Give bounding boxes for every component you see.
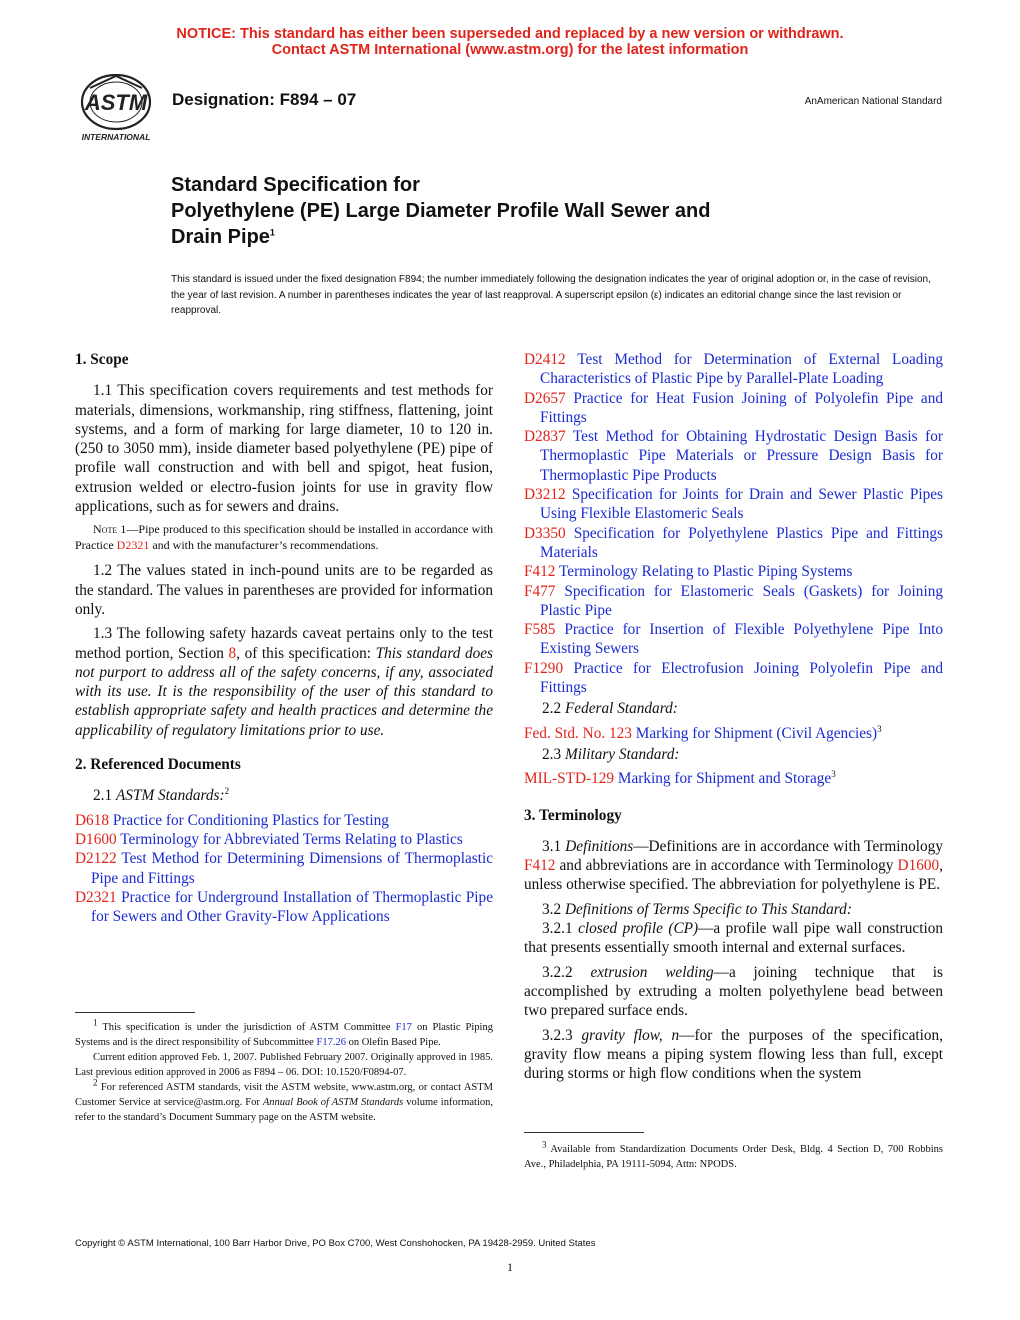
- right-column: [524, 350, 943, 1088]
- note-1: Note 1—Pipe produced to this specification should be installed in accordance with Practice D2321 and with the manufacturer’s recommendations.: [75, 522, 493, 553]
- reference-title: Test Method for Obtaining Hydrostatic Design Basis for Thermoplastic Pipe Materials or Pressure Design Basis for Thermoplastic Pipe Products: [540, 428, 943, 484]
- ref-link-d2321[interactable]: D2321: [116, 538, 150, 553]
- safety-caveat: This standard does not purport to address all of the safety concerns, if any, associated with its use. It is the responsibility of the user of this standard to establish appropriate safety and health practices and determine the applicability of regulatory limitations prior to use.: [75, 644, 493, 739]
- paragraph-3-2-1: 3.2.1 closed profile (CP)—a profile wall pipe wall construction that presents essentially smooth internal and external surfaces.: [524, 920, 944, 957]
- reference-code: D2122: [75, 850, 117, 868]
- reference-entry[interactable]: [524, 562, 943, 581]
- reference-code: F1290: [524, 659, 564, 677]
- reference-title: Marking for Shipment and Storage: [617, 770, 832, 788]
- notice-line-1: NOTICE: This standard has either been superseded and replaced by a new version or withdrawn.: [176, 26, 844, 42]
- footnote-divider-right: [524, 1132, 644, 1133]
- title-line-2: Polyethylene (PE) Large Diameter Profile Wall Sewer and: [171, 200, 711, 222]
- reference-code: F477: [524, 582, 556, 600]
- paragraph-3-1: 3.1 Definitions—Definitions are in accordance with Terminology F412 and abbreviations are in accordance with Terminology D1600, unless otherwise specified. The abbreviation for polyethylene is PE.: [524, 837, 943, 894]
- reference-entry[interactable]: [75, 830, 493, 849]
- paragraph-1-3: 1.3 The following safety hazards caveat pertains only to the test method portion, Section 8, of this specification: This standard does not purport to address all of the safety concerns, if any, associated with its use. It is the responsibility of the user of this standard to establish appropriate safety and health practices and determine the applicability of regulatory limitations prior to use.: [75, 625, 493, 739]
- section-8-link[interactable]: 8: [228, 644, 237, 662]
- section-heading-scope: 1. Scope: [75, 351, 129, 368]
- issued-note: This standard is issued under the fixed designation F894; the number immediately following the designation indicates the year of original adoption or, in the case of revision, the year of last revision. A number in parentheses indicates the year of last reapproval. A superscript epsilon (ε) indicates an editorial change since the last revision or reapproval.: [171, 274, 931, 316]
- astm-standards-label: 2.1 ASTM Standards:$^2$: [93, 786, 230, 805]
- committee-f17-link[interactable]: F17: [395, 1022, 412, 1033]
- reference-code: D1600: [75, 830, 117, 848]
- title-line-3: Drain Pipe: [171, 226, 270, 248]
- right-reference-list: [524, 350, 943, 697]
- title-footnote-mark: 1: [269, 227, 275, 238]
- footnote-1: $^1$ This specification is under the jurisdiction of ASTM Committee F17 on Plastic Piping Systems and is the direct responsibility of Subcommittee F17.26 on Olefin Based Pipe.: [75, 1017, 493, 1048]
- reference-code: F585: [524, 621, 556, 639]
- paragraph-3-2-3: 3.2.3 gravity flow, n—for the purposes of the specification, gravity flow means a piping system flowing less than full, except during storms or high flow conditions when the system: [524, 1026, 944, 1083]
- reference-title: Terminology Relating to Plastic Piping Systems: [559, 563, 853, 581]
- paragraph-1-2: 1.2 The values stated in inch-pound units are to be regarded as the standard. The values in parentheses are provided for information only.: [75, 562, 493, 618]
- logo-letters: ASTM: [84, 90, 148, 115]
- reference-title: Specification for Joints for Drain and Sewer Plastic Pipes Using Flexible Elastomeric Seals: [540, 486, 943, 523]
- reference-entry[interactable]: [75, 811, 493, 830]
- title-line-1: Standard Specification for: [171, 174, 420, 196]
- reference-code: D2837: [524, 428, 566, 446]
- reference-title: Test Method for Determining Dimensions of Thermoplastic Pipe and Fittings: [91, 850, 493, 887]
- reference-code: Fed. Std. No. 123: [524, 724, 632, 742]
- reference-title: Practice for Conditioning Plastics for Testing: [112, 811, 389, 829]
- left-column: [75, 350, 493, 926]
- note-label: Note 1: [93, 522, 127, 537]
- reference-entry[interactable]: [524, 427, 943, 485]
- reference-entry[interactable]: [75, 888, 493, 927]
- reference-title: Specification for Elastomeric Seals (Gaskets) for Joining Plastic Pipe: [540, 582, 943, 619]
- astm-logo: [76, 74, 162, 146]
- copyright-line: Copyright © ASTM International, 100 Barr Harbor Drive, PO Box C700, West Conshohocken, PA 19428-2959. United States: [75, 1238, 596, 1249]
- page-number: 1: [507, 1260, 513, 1274]
- reference-title: Terminology for Abbreviated Terms Relating to Plastics: [120, 830, 463, 848]
- section-heading-terminology: 3. Terminology: [524, 806, 622, 824]
- reference-title: Marking for Shipment (Civil Agencies): [635, 724, 878, 742]
- reference-entry[interactable]: [524, 389, 943, 428]
- reference-title: Specification for Polyethylene Plastics Pipe and Fittings Materials: [540, 524, 944, 561]
- reference-title: Practice for Underground Installation of Thermoplastic Pipe for Sewers and Other Gravity-Flow Applications: [91, 888, 493, 926]
- reference-code: D618: [75, 811, 109, 829]
- reference-code: F412: [524, 563, 556, 581]
- footnote-3: $^3$ Available from Standardization Documents Order Desk, Bldg. 4 Section D, 700 Robbins Ave., Philadelphia, PA 19111-5094, Attn: NPODS.: [524, 1139, 943, 1170]
- section-heading-referenced-documents: 2. Referenced Documents: [75, 756, 241, 774]
- reference-code: MIL-STD-129: [524, 770, 615, 788]
- federal-standard-label: 2.2 Federal Standard:: [542, 700, 678, 718]
- reference-code: D2657: [524, 389, 566, 407]
- subcommittee-f17-26-link[interactable]: F17.26: [316, 1037, 346, 1048]
- designation: Designation: F894 – 07: [172, 90, 357, 109]
- supersede-notice: [0, 26, 1020, 58]
- reference-entry[interactable]: [524, 524, 943, 563]
- reference-entry[interactable]: [524, 620, 943, 659]
- reference-entry[interactable]: [524, 485, 943, 524]
- reference-title: Practice for Insertion of Flexible Polyethylene Pipe Into Existing Sewers: [540, 621, 943, 658]
- reference-title: Practice for Heat Fusion Joining of Polyolefin Pipe and Fittings: [540, 389, 943, 426]
- reference-code: D2412: [524, 351, 566, 368]
- logo-caption: INTERNATIONAL: [81, 132, 151, 142]
- reference-code: D3212: [524, 486, 566, 504]
- paragraph-3-2: 3.2 Definitions of Terms Specific to This Standard:: [542, 900, 852, 918]
- footnotes-left: [75, 1017, 493, 1125]
- american-national-standard: AnAmerican National Standard: [804, 96, 942, 107]
- reference-entry[interactable]: MIL-STD-129 Marking for Shipment and Storage$^3$: [524, 769, 836, 788]
- reference-title: Test Method for Determination of External Loading Characteristics of Plastic Pipe by Parallel-Plate Loading: [540, 351, 943, 388]
- ref-link-f412[interactable]: F412: [524, 857, 556, 875]
- reference-entry[interactable]: [524, 659, 943, 698]
- reference-entry[interactable]: Fed. Std. No. 123 Marking for Shipment (Civil Agencies)$^3$: [524, 723, 882, 742]
- footnotes-right: [524, 1139, 943, 1172]
- left-reference-list: [75, 811, 493, 927]
- paragraph-1-1: 1.1 This specification covers requirements and test methods for materials, dimensions, workmanship, ring stiffness, flattening, joint systems, and a form of marking for large diameter, 10 to 120 in. (250 to 3050 mm), inside diameter based polyethylene (PE) pipe of profile wall construction and with bell and spigot, heat fusion, extrusion welded or electro-fusion joints for use in gravity flow applications, such as for sewers and drains.: [75, 382, 493, 516]
- military-standard-label: 2.3 Military Standard:: [542, 745, 680, 763]
- reference-code: D2321: [75, 888, 117, 906]
- ref-link-d1600[interactable]: D1600: [897, 857, 940, 875]
- footnote-2: $^2$ For referenced ASTM standards, visit the ASTM website, www.astm.org, or contact ASTM Customer Service at service@astm.org. For Annual Book of ASTM Standards volume information, refer to the standard’s Document Summary page on the ASTM website.: [75, 1077, 493, 1123]
- reference-title: Practice for Electrofusion Joining Polyolefin Pipe and Fittings: [540, 659, 944, 697]
- paragraph-3-2-2: 3.2.2 extrusion welding—a joining technique that is accomplished by extruding a molten polyethylene bead between two prepared surface ends.: [524, 963, 943, 1020]
- astm-logo-mark: [76, 74, 162, 146]
- notice-line-2: Contact ASTM International (www.astm.org) for the latest information: [271, 42, 749, 58]
- reference-entry[interactable]: [524, 350, 943, 389]
- document-title: [171, 172, 710, 250]
- reference-code: D3350: [524, 524, 566, 542]
- footnote-divider-left: [75, 1012, 195, 1013]
- edition-note: Current edition approved Feb. 1, 2007. Published February 2007. Originally approved in 1985. Last previous edition approved in 2006 as F894 – 06. DOI: 10.1520/F0894-07.: [75, 1052, 493, 1078]
- reference-entry[interactable]: [524, 582, 943, 621]
- reference-entry[interactable]: [75, 849, 493, 888]
